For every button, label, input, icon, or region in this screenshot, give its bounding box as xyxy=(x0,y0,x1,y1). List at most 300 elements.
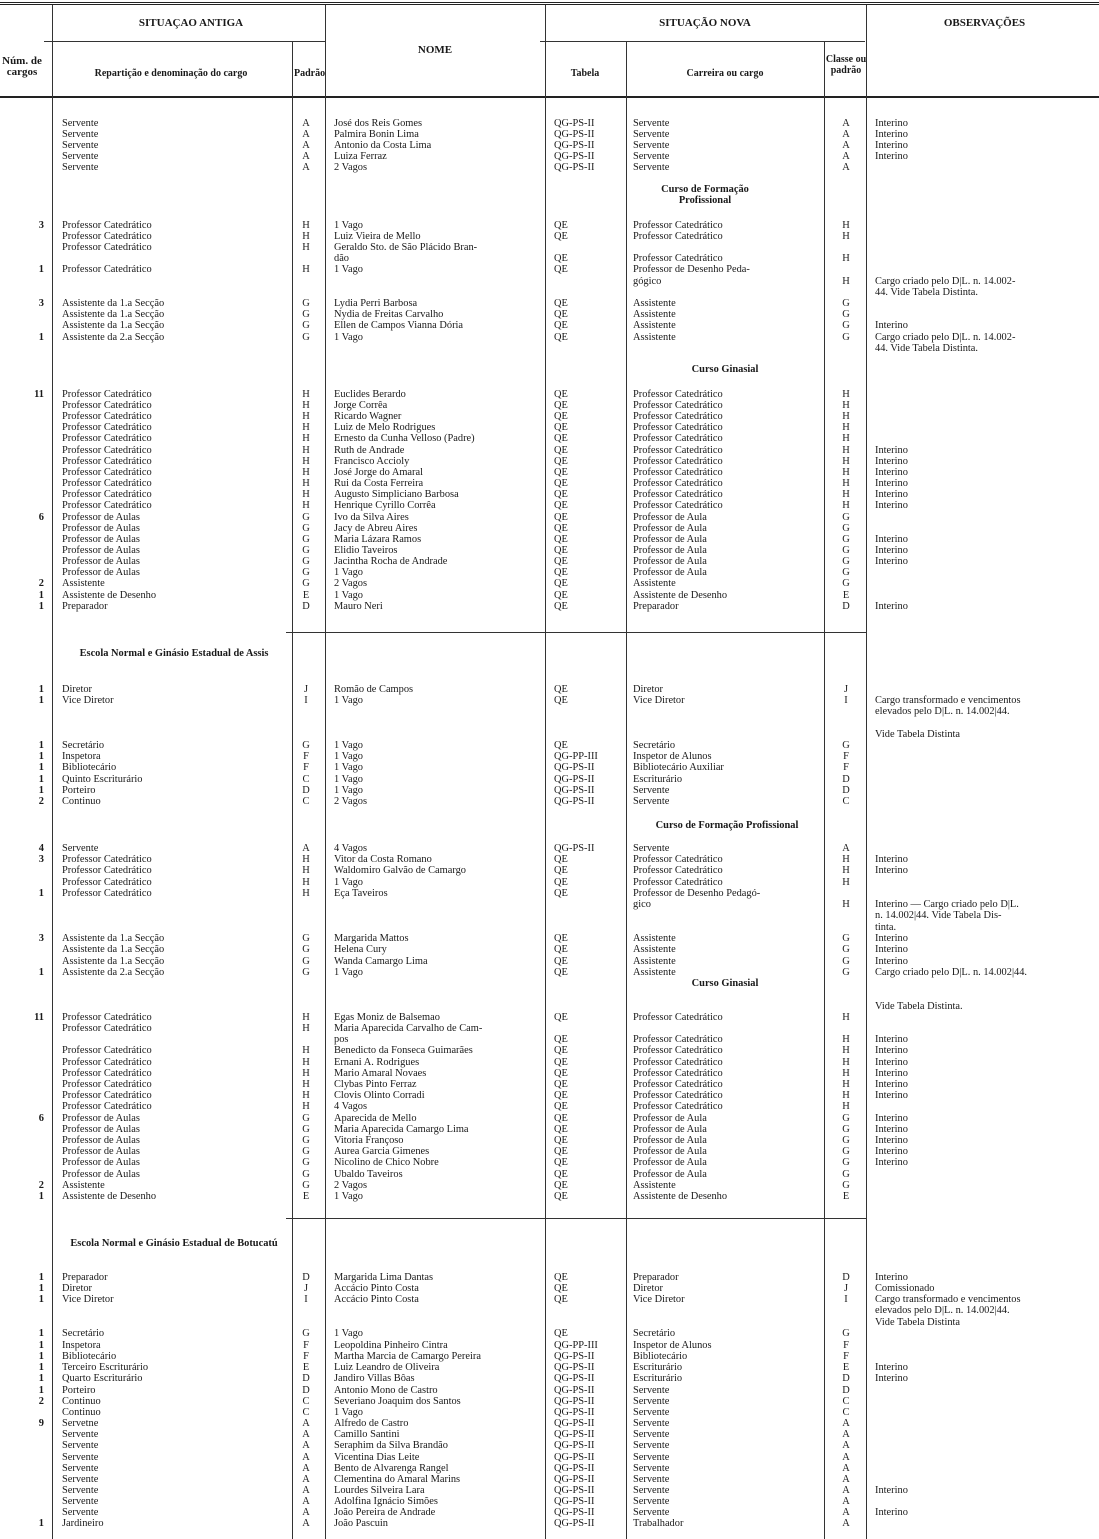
cell-nome: 1 Vago xyxy=(334,740,363,751)
table-row xyxy=(0,1474,1099,1486)
table-row xyxy=(0,1362,1099,1374)
cell-obs: Interino xyxy=(875,467,908,478)
cell-pad: D xyxy=(302,1373,310,1384)
cell-cls: G xyxy=(842,956,850,967)
cell-obs: Interino xyxy=(875,118,908,129)
cell-obs: Cargo transformado e vencimentos xyxy=(875,1294,1021,1305)
cell-car: Professor de Desenho Peda- xyxy=(633,264,750,275)
table-row xyxy=(0,1396,1099,1408)
cell-nome: 1 Vago xyxy=(334,567,363,578)
cell-num: 3 xyxy=(38,220,44,231)
cell-rep: Bibliotecário xyxy=(62,762,117,773)
cell-tab: QE xyxy=(554,601,568,612)
cell-tab: QE xyxy=(554,1090,568,1101)
cell-rep: Servetne xyxy=(62,1418,99,1429)
cell-tab: QE xyxy=(554,1294,568,1305)
cell-pad: G xyxy=(302,556,310,567)
table-row xyxy=(0,1418,1099,1430)
cell-car: Inspetor de Alunos xyxy=(633,751,712,762)
cell-nome: Ivo da Silva Aires xyxy=(334,512,409,523)
cell-obs: Cargo transformado e vencimentos xyxy=(875,695,1021,706)
cell-car: gico xyxy=(633,899,651,910)
cell-rep: Professor Catedrático xyxy=(62,500,152,511)
cell-pad: G xyxy=(302,1157,310,1168)
cell-pad: A xyxy=(302,1485,310,1496)
cell-obs: Interino xyxy=(875,956,908,967)
table-row xyxy=(0,276,1099,288)
cell-cls: H xyxy=(842,253,850,264)
cell-cls: A xyxy=(842,162,850,173)
cell-car: Trabalhador xyxy=(633,1518,684,1529)
cell-rep: Professor Catedrático xyxy=(62,1012,152,1023)
cell-rep: Preparador xyxy=(62,1272,108,1283)
cell-rep: Secretário xyxy=(62,1328,105,1339)
table-row xyxy=(0,1294,1099,1306)
cell-nome: 1 Vago xyxy=(334,590,363,601)
cell-car: Preparador xyxy=(633,1272,679,1283)
table-row xyxy=(0,1001,1099,1013)
cell-car: Professor Catedrático xyxy=(633,467,723,478)
table-row xyxy=(0,467,1099,479)
cell-num: 1 xyxy=(38,1340,44,1351)
cell-car: Bibliotecário Auxiliar xyxy=(633,762,724,773)
cell-nome: Vitoria Françoso xyxy=(334,1135,404,1146)
table-row xyxy=(0,1157,1099,1169)
table-row xyxy=(0,1180,1099,1192)
cell-car: Vice Diretor xyxy=(633,1294,685,1305)
cell-car: Assistente xyxy=(633,309,676,320)
cell-tab: QE xyxy=(554,1272,568,1283)
cell-obs: Interino xyxy=(875,601,908,612)
table-row xyxy=(0,1135,1099,1147)
cell-obs: Interino xyxy=(875,1135,908,1146)
cell-nome: Augusto Simpliciano Barbosa xyxy=(334,489,459,500)
cell-tab: QE xyxy=(554,253,568,264)
cell-nome: Bento de Alvarenga Rangel xyxy=(334,1463,449,1474)
cell-car: Servente xyxy=(633,1429,670,1440)
cell-rep: Professor de Aulas xyxy=(62,556,140,567)
cell-car: Professor Catedrático xyxy=(633,854,723,865)
cell-car: Servente xyxy=(633,1440,670,1451)
cell-tab: QE xyxy=(554,422,568,433)
cell-rep: Quinto Escriturário xyxy=(62,774,143,785)
cell-nome: Wanda Camargo Lima xyxy=(334,956,428,967)
cell-car: Assistente de Desenho xyxy=(633,590,728,601)
cell-cls: D xyxy=(842,785,850,796)
table-row xyxy=(0,309,1099,321)
cell-cls: F xyxy=(843,1351,849,1362)
cell-nome: José dos Reis Gomes xyxy=(334,118,423,129)
cell-cls: H xyxy=(842,231,850,242)
cell-car: Assistente xyxy=(633,967,676,978)
cell-pad: H xyxy=(302,411,310,422)
table-row xyxy=(0,751,1099,763)
cell-pad: G xyxy=(302,578,310,589)
cell-pad: G xyxy=(302,567,310,578)
header-observacoes: OBSERVAÇÕES xyxy=(943,17,1026,29)
cell-nome: Camillo Santini xyxy=(334,1429,400,1440)
cell-cls: G xyxy=(842,523,850,534)
cell-cls: A xyxy=(842,1463,850,1474)
cell-nome: Eça Taveiros xyxy=(334,888,388,899)
cell-rep: Vice Diretor xyxy=(62,1294,114,1305)
cell-tab: QE xyxy=(554,433,568,444)
cell-pad: D xyxy=(302,601,310,612)
cell-nome: Ernesto da Cunha Velloso (Padre) xyxy=(334,433,475,444)
table-row xyxy=(0,899,1099,911)
cell-cls: D xyxy=(842,1272,850,1283)
cell-car: Professor Catedrático xyxy=(633,1090,723,1101)
table-row xyxy=(0,478,1099,490)
cell-cls: H xyxy=(842,489,850,500)
cell-car: Servente xyxy=(633,129,670,140)
cell-obs: Interino xyxy=(875,1045,908,1056)
cell-pad: G xyxy=(302,1169,310,1180)
cell-nome: 1 Vago xyxy=(334,785,363,796)
cell-rep: Professor Catedrático xyxy=(62,1101,152,1112)
table-row xyxy=(0,1045,1099,1057)
cell-pad: A xyxy=(302,1452,310,1463)
header-nome: NOME xyxy=(417,44,453,56)
cell-pad: H xyxy=(302,231,310,242)
cell-rep: Professor Catedrático xyxy=(62,400,152,411)
cell-obs: 44. Vide Tabela Distinta. xyxy=(875,343,979,354)
cell-rep: Professor Catedrático xyxy=(62,865,152,876)
cell-nome: 1 Vago xyxy=(334,1328,363,1339)
cell-rep: Professor Catedrático xyxy=(62,1045,152,1056)
cell-nome: Jorge Corrêa xyxy=(334,400,388,411)
cell-car: Servente xyxy=(633,1396,670,1407)
cell-nome: 4 Vagos xyxy=(334,1101,368,1112)
section-heading: Escola Normal e Ginásio Estadual de Botucatú xyxy=(70,1238,278,1249)
table-row xyxy=(0,1351,1099,1363)
cell-car: Professor Catedrático xyxy=(633,456,723,467)
cell-tab: QE xyxy=(554,1135,568,1146)
cell-nome: Romão de Campos xyxy=(334,684,414,695)
cell-rep: Professor Catedrático xyxy=(62,467,152,478)
cell-car: Servente xyxy=(633,1474,670,1485)
cell-pad: A xyxy=(302,1518,310,1529)
cell-nome: Geraldo Sto. de São Plácido Bran- xyxy=(334,242,478,253)
cell-tab: QE xyxy=(554,445,568,456)
cell-rep: Assistente da 1.a Secção xyxy=(62,956,165,967)
table-row xyxy=(0,1452,1099,1464)
cell-tab: QE xyxy=(554,1045,568,1056)
cell-rep: Assistente xyxy=(62,578,105,589)
cell-rep: Assistente da 1.a Secção xyxy=(62,933,165,944)
table-row xyxy=(0,1113,1099,1125)
cell-obs: Interino xyxy=(875,1079,908,1090)
cell-rep: Servente xyxy=(62,162,99,173)
section-rule-2 xyxy=(286,1218,866,1219)
cell-nome: Luiz de Melo Rodrigues xyxy=(334,422,436,433)
cell-pad: G xyxy=(302,967,310,978)
cell-cls: G xyxy=(842,967,850,978)
cell-car: Professor Catedrático xyxy=(633,1068,723,1079)
cell-pad: G xyxy=(302,1180,310,1191)
cell-rep: Servente xyxy=(62,118,99,129)
cell-car: Professor Catedrático xyxy=(633,220,723,231)
cell-car: Servente xyxy=(633,1496,670,1507)
cell-pad: D xyxy=(302,1272,310,1283)
cell-pad: G xyxy=(302,1328,310,1339)
table-row xyxy=(0,590,1099,602)
cell-obs: elevados pelo D|L. n. 14.002|44. xyxy=(875,1305,1010,1316)
cell-car: Professor Catedrático xyxy=(633,1057,723,1068)
header-num-cargos: Núm. de cargos xyxy=(2,55,42,78)
table-row xyxy=(0,1518,1099,1530)
cell-pad: C xyxy=(302,1396,310,1407)
cell-car: Professor de Aula xyxy=(633,1113,707,1124)
cell-pad: G xyxy=(302,956,310,967)
table-row xyxy=(0,389,1099,401)
cell-car: Servente xyxy=(633,843,670,854)
cell-car: Professor Catedrático xyxy=(633,400,723,411)
cell-rep: Professor de Aulas xyxy=(62,1135,140,1146)
table-row xyxy=(0,242,1099,254)
cell-obs: Interino — Cargo criado pelo D|L. xyxy=(875,899,1019,910)
cell-pad: H xyxy=(302,264,310,275)
cell-car: Assistente xyxy=(633,320,676,331)
table-row xyxy=(0,1146,1099,1158)
cell-cls: H xyxy=(842,433,850,444)
cell-cls: A xyxy=(842,843,850,854)
cell-tab: QG-PS-II xyxy=(554,1518,595,1529)
cell-obs: Interino xyxy=(875,1113,908,1124)
cell-rep: Servente xyxy=(62,1507,99,1518)
cell-cls: G xyxy=(842,944,850,955)
cell-num: 1 xyxy=(38,601,44,612)
cell-rep: Professor Catedrático xyxy=(62,389,152,400)
cell-obs: elevados pelo D|L. n. 14.002|44. xyxy=(875,706,1010,717)
cell-nome: Palmira Bonin Lima xyxy=(334,129,419,140)
cell-pad: E xyxy=(302,1191,310,1202)
cell-cls: G xyxy=(842,740,850,751)
cell-cls: H xyxy=(842,500,850,511)
cell-tab: QE xyxy=(554,1113,568,1124)
table-row xyxy=(0,489,1099,501)
cell-car: Professor Catedrático xyxy=(633,411,723,422)
table-row xyxy=(0,922,1099,934)
cell-tab: QE xyxy=(554,854,568,865)
cell-obs: Interino xyxy=(875,1057,908,1068)
cell-tab: QG-PS-II xyxy=(554,140,595,151)
cell-nome: dão xyxy=(334,253,350,264)
cell-car: Diretor xyxy=(633,684,664,695)
cell-car: Escriturário xyxy=(633,774,683,785)
cell-nome: 2 Vagos xyxy=(334,162,368,173)
table-row xyxy=(0,140,1099,152)
cell-cls: H xyxy=(842,1057,850,1068)
cell-nome: Henrique Cyrillo Corrêa xyxy=(334,500,436,511)
cell-rep: Servente xyxy=(62,1452,99,1463)
table-row xyxy=(0,967,1099,979)
cell-rep: Professor de Aulas xyxy=(62,545,140,556)
table-row xyxy=(0,411,1099,423)
cell-obs: Interino xyxy=(875,865,908,876)
header-sub-rule-right xyxy=(540,41,865,42)
cell-rep: Servente xyxy=(62,151,99,162)
cell-obs: Interino xyxy=(875,944,908,955)
cell-tab: QE xyxy=(554,489,568,500)
cell-nome: 1 Vago xyxy=(334,877,363,888)
cell-obs: Interino xyxy=(875,489,908,500)
cell-cls: G xyxy=(842,1169,850,1180)
cell-cls: H xyxy=(842,422,850,433)
header-sub-rule-left xyxy=(44,41,325,42)
cell-tab: QE xyxy=(554,400,568,411)
cell-car: Professor de Aula xyxy=(633,1146,707,1157)
cell-cls: H xyxy=(842,1045,850,1056)
cell-rep: Quarto Escriturário xyxy=(62,1373,143,1384)
cell-nome: Clybas Pinto Ferraz xyxy=(334,1079,417,1090)
cell-car: Servente xyxy=(633,785,670,796)
cell-pad: H xyxy=(302,478,310,489)
cell-car: Professor Catedrático xyxy=(633,500,723,511)
table-row xyxy=(0,933,1099,945)
cell-tab: QG-PS-II xyxy=(554,762,595,773)
cell-car: Professor Catedrático xyxy=(633,445,723,456)
cell-cls: A xyxy=(842,1418,850,1429)
cell-tab: QG-PS-II xyxy=(554,843,595,854)
cell-cls: H xyxy=(842,445,850,456)
cell-nome: Waldomiro Galvão de Camargo xyxy=(334,865,466,876)
table-row xyxy=(0,1068,1099,1080)
cell-rep: Professor Catedrático xyxy=(62,888,152,899)
cell-tab: QG-PS-II xyxy=(554,162,595,173)
cell-cls: A xyxy=(842,151,850,162)
cell-pad: H xyxy=(302,1045,310,1056)
cell-car: Escriturário xyxy=(633,1373,683,1384)
cell-nome: Seraphim da Silva Brandão xyxy=(334,1440,448,1451)
table-row xyxy=(0,888,1099,900)
cell-num: 1 xyxy=(38,888,44,899)
cell-cls: G xyxy=(842,1146,850,1157)
table-row xyxy=(0,422,1099,434)
cell-pad: H xyxy=(302,433,310,444)
table-row xyxy=(0,956,1099,968)
cell-pad: G xyxy=(302,1113,310,1124)
cell-obs: Cargo criado pelo D|L. n. 14.002- xyxy=(875,276,1016,287)
cell-tab: QE xyxy=(554,877,568,888)
cell-car: Escriturário xyxy=(633,1362,683,1373)
cell-nome: Nydia de Freitas Carvalho xyxy=(334,309,444,320)
table-row xyxy=(0,684,1099,696)
cell-pad: H xyxy=(302,445,310,456)
table-row xyxy=(0,1328,1099,1340)
cell-pad: H xyxy=(302,422,310,433)
cell-nome: Adolfina Ignácio Simões xyxy=(334,1496,438,1507)
cell-rep: Professor Catedrático xyxy=(62,1023,152,1034)
cell-rep: Assistente da 2.a Secção xyxy=(62,332,165,343)
cell-cls: H xyxy=(842,478,850,489)
cell-tab: QE xyxy=(554,1101,568,1112)
table-row xyxy=(0,332,1099,344)
cell-tab: QE xyxy=(554,888,568,899)
cell-pad: H xyxy=(302,220,310,231)
cell-obs: Comissionado xyxy=(875,1283,935,1294)
cell-pad: H xyxy=(302,1090,310,1101)
cell-car: Professor Catedrático xyxy=(633,877,723,888)
cell-tab: QE xyxy=(554,933,568,944)
table-row xyxy=(0,567,1099,579)
table-row xyxy=(0,523,1099,535)
cell-pad: G xyxy=(302,545,310,556)
cell-pad: H xyxy=(302,888,310,899)
cell-cls: G xyxy=(842,309,850,320)
cell-nome: Lydia Perri Barbosa xyxy=(334,298,418,309)
cell-nome: Maria Aparecida Carvalho de Cam- xyxy=(334,1023,483,1034)
cell-nome: Euclides Berardo xyxy=(334,389,406,400)
cell-nome: Clementina do Amaral Marins xyxy=(334,1474,461,1485)
cell-nome: Helena Cury xyxy=(334,944,387,955)
cell-obs: Interino xyxy=(875,556,908,567)
cell-obs: Interino xyxy=(875,933,908,944)
cell-cls: H xyxy=(842,220,850,231)
table-row xyxy=(0,253,1099,265)
cell-car: Professor de Aula xyxy=(633,556,707,567)
cell-num: 1 xyxy=(38,751,44,762)
cell-cls: H xyxy=(842,899,850,910)
cell-tab: QE xyxy=(554,389,568,400)
cell-obs: Interino xyxy=(875,1507,908,1518)
cell-pad: H xyxy=(302,467,310,478)
cell-cls: G xyxy=(842,298,850,309)
table-row xyxy=(0,445,1099,457)
cell-obs: Interino xyxy=(875,456,908,467)
cell-nome: Severiano Joaquim dos Santos xyxy=(334,1396,461,1407)
cell-car: Professor de Aula xyxy=(633,1157,707,1168)
cell-car: Secretário xyxy=(633,1328,676,1339)
cell-nome: 1 Vago xyxy=(334,967,363,978)
cell-nome: Lourdes Silveira Lara xyxy=(334,1485,425,1496)
cell-cls: H xyxy=(842,1079,850,1090)
cell-pad: G xyxy=(302,298,310,309)
table-row xyxy=(0,162,1099,174)
cell-nome: Francisco Accioly xyxy=(334,456,410,467)
cell-cls: G xyxy=(842,1328,850,1339)
header-padrao: Padrão xyxy=(294,68,326,79)
cell-rep: Assistente de Desenho xyxy=(62,590,157,601)
table-row xyxy=(0,1385,1099,1397)
cell-cls: A xyxy=(842,118,850,129)
cell-tab: QG-PS-II xyxy=(554,1396,595,1407)
table-row xyxy=(0,556,1099,568)
section-rule-1 xyxy=(286,632,866,633)
cell-cls: H xyxy=(842,865,850,876)
cell-num: 1 xyxy=(38,740,44,751)
cell-rep: Assistente de Desenho xyxy=(62,1191,157,1202)
cell-cls: C xyxy=(842,1407,850,1418)
table-row xyxy=(0,1440,1099,1452)
cell-tab: QG-PS-II xyxy=(554,1429,595,1440)
cell-num: 3 xyxy=(38,298,44,309)
cell-rep: Professor de Aulas xyxy=(62,1157,140,1168)
cell-tab: QG-PS-II xyxy=(554,1507,595,1518)
cell-obs: Vide Tabela Distinta xyxy=(875,729,961,740)
cell-cls: A xyxy=(842,1496,850,1507)
table-row xyxy=(0,1124,1099,1136)
cell-nome: 2 Vagos xyxy=(334,1180,368,1191)
table-row xyxy=(0,729,1099,741)
cell-nome: 2 Vagos xyxy=(334,796,368,807)
cell-pad: H xyxy=(302,1079,310,1090)
cell-car: Servente xyxy=(633,1463,670,1474)
cell-num: 1 xyxy=(38,1373,44,1384)
cell-car: Professor Catedrático xyxy=(633,1079,723,1090)
cell-car: Assistente xyxy=(633,332,676,343)
cell-obs: Interino xyxy=(875,1373,908,1384)
